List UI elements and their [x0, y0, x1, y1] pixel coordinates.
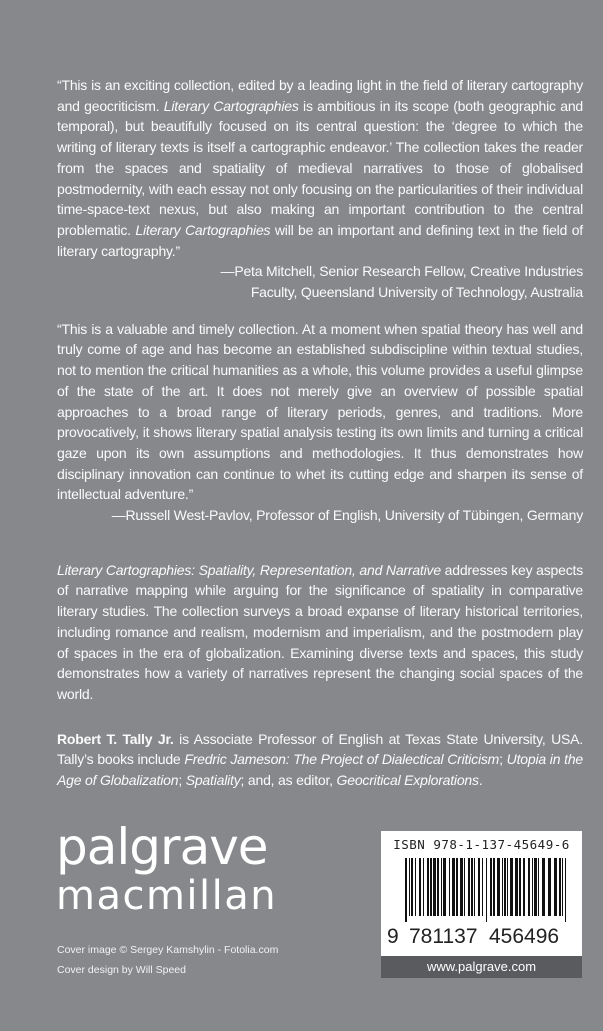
isbn-barcode [381, 831, 582, 978]
book-title: Utopia in the Age of Globalization [57, 751, 583, 789]
barcode-bar [502, 858, 503, 916]
barcode-bar [433, 858, 436, 916]
author-name: Robert T. Tally Jr. [57, 730, 174, 747]
bio-text: ; and, as editor, [240, 772, 337, 789]
barcode-bar [471, 858, 473, 916]
attribution-line: —Peta Mitchell, Senior Research Fellow, Creative Industries [220, 263, 583, 280]
barcode-bar [538, 858, 539, 916]
barcode-bar [464, 858, 465, 916]
book-description [57, 560, 583, 705]
barcode-bar [482, 858, 483, 916]
cover-design-credit: Cover design by Will Speed [57, 963, 186, 976]
barcode-digit-group: 456496 [489, 924, 560, 948]
quote-text: is ambitious in its scope (both geographic and temporal), but beautifully focused on its central question: the ‘degree to which the writing of literary texts is itself a cartographic endeavor.’ The collection takes the reader from the spaces and spatiality of medieval narratives to those of globalised postmodernity, with each essay not only focusing on the particularities of their individual time-space-text nexus, but also making an important contribution to the central problematic. [57, 97, 583, 238]
palgrave-macmillan-logo [56, 817, 278, 919]
barcode-bar [504, 858, 506, 916]
barcode-digits [381, 925, 582, 951]
barcode-bar [519, 858, 521, 916]
isbn-text: ISBN 978-1-137-45649-6 [393, 836, 570, 852]
quote-text: “This is an exciting collection, edited by a leading light in the field of literary cartography and geocriticism. [57, 77, 583, 114]
barcode-bar [411, 858, 413, 916]
barcode-bar [559, 858, 561, 916]
barcode-bar [497, 858, 500, 916]
barcode-bar [437, 858, 439, 916]
barcode-bar [532, 858, 533, 916]
quote-text: will be an important and defining text in the field of literary cartography.” [57, 221, 583, 259]
barcode-bar [474, 858, 475, 916]
barcode-bar [490, 858, 492, 916]
quote-peta-mitchell [57, 75, 583, 303]
attribution-line: —Russell West-Pavlov, Professor of English, University of Tübingen, Germany [111, 507, 583, 524]
barcode-bar [430, 858, 432, 916]
barcode-lead-digit: 9 [387, 924, 399, 948]
bio-text: ; [178, 772, 186, 789]
barcode-bar [449, 858, 450, 916]
barcode-bar [548, 858, 551, 916]
book-title: Spatiality [185, 772, 241, 789]
barcode-bar [528, 858, 530, 916]
cover-image-credit: Cover image © Sergey Kamshylin - Fotolia.com [57, 943, 279, 956]
barcode-bar [452, 858, 455, 916]
description-text: addresses key aspects of narrative mapping while arguing for the significance of spatiality in comparative literary studies. The collection surveys a broad expanse of literary historical territories, including romance and realism, modernism and imperialism, and the postmodern play of spaces in the era of globalization. Examining diverse texts and spaces, this study demonstrates how a variety of narratives represent the changing social spaces of the world. [57, 561, 583, 702]
publisher-footer [57, 791, 583, 981]
barcode-bar [554, 858, 557, 916]
book-title: Literary Cartographies: Spatiality, Representation, and Narrative [57, 561, 441, 578]
barcode-bar [423, 858, 424, 916]
logo-line: macmillan [56, 872, 278, 919]
quote-russell-west-pavlov [57, 319, 583, 526]
publisher-url: www.palgrave.com [381, 956, 582, 978]
barcode-bar [468, 858, 470, 916]
author-bio [57, 729, 583, 791]
book-title: Literary Cartographies [163, 97, 299, 114]
barcode-bar [419, 858, 421, 916]
barcode-bar [478, 858, 480, 916]
logo-line: palgrave [56, 817, 268, 876]
book-title: Fredric Jameson: The Project of Dialectical Criticism [184, 751, 500, 768]
barcode-bar [460, 858, 463, 916]
quote-text: “This is a valuable and timely collection. At a moment when spatial theory has well and truly come of age and has become an established subdiscipline within textual studies, not to mention the critical humanities as a whole, this volume provides a useful glimpse of the state of the art. It does not merely give an overview of possible spatial approaches to a broad range of literary periods, genres, and traditions. More provocatively, it shows literary spatial analysis testing its own limits and turning a critical gaze upon its own assumptions and methodologies. It thus demonstrates how disciplinary innovation can continue to whet its cutting edge and sharpen its sense of intellectual adventure.” [57, 320, 583, 503]
barcode-bar [523, 858, 525, 916]
barcode-bar [456, 858, 458, 916]
attribution-line: Faculty, Queensland University of Technology, Australia [250, 284, 583, 301]
barcode-bars [401, 858, 571, 922]
barcode-bar [405, 858, 407, 922]
barcode-bar [507, 858, 508, 916]
barcode-bar [565, 858, 566, 922]
barcode-bar [562, 858, 563, 916]
barcode-label [381, 831, 582, 956]
barcode-bar [486, 858, 487, 922]
barcode-bar [443, 858, 446, 916]
barcode-bar [415, 858, 416, 916]
book-title: Literary Cartographies [135, 221, 271, 238]
barcode-bar [510, 858, 513, 916]
barcode-bar [441, 858, 442, 916]
barcode-bar [515, 858, 518, 916]
barcode-digit-group: 781137 [409, 924, 478, 948]
bio-text: ; [499, 751, 507, 768]
bio-text: . [478, 772, 483, 789]
barcode-bar [493, 858, 495, 916]
barcode-bar [409, 858, 410, 916]
barcode-bar [534, 858, 537, 916]
book-title: Geocritical Explorations [336, 772, 479, 789]
barcode-bar [542, 858, 545, 916]
bio-text: is Associate Professor of English at Texas State University, USA. Tally’s books include [57, 730, 583, 768]
barcode-bar [427, 858, 429, 916]
